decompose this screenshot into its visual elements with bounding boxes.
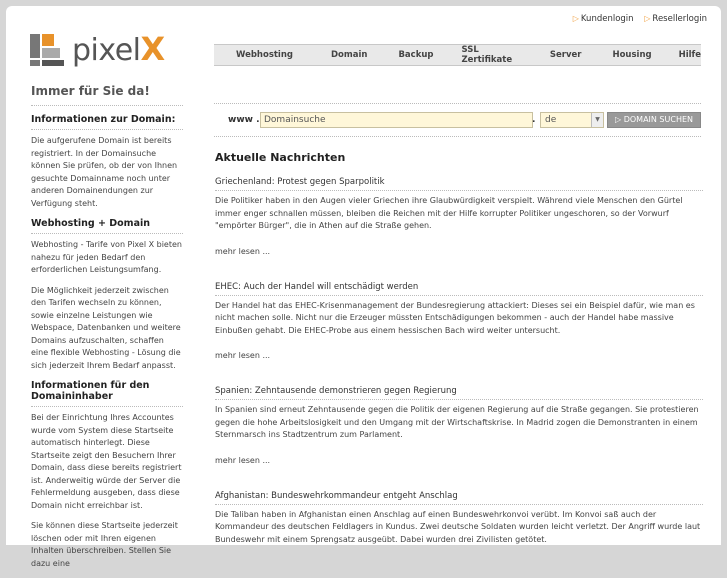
section-text: Bei der Einrichtung Ihres Accountes wurde vom System diese Startseite automatisch hinterlegt. Diese Startseite zeigt den Besuchern Ihrer Domain, dass diese bereits registriert ist. Anderweitig würde der Server die Fehlermeldung ausgeben, dass diese Domain nicht erreichbar ist. (31, 413, 182, 510)
main-navigation (214, 44, 701, 66)
read-more-link[interactable]: mehr lesen ... (215, 351, 271, 360)
sidebar-section-domain-info (31, 114, 183, 210)
tld-separator: . (532, 115, 536, 125)
news-item (215, 177, 703, 256)
section-title: Informationen zur Domain: (31, 114, 183, 130)
news-item-title[interactable]: Spanien: Zehntausende demonstrieren gegen Regierung (215, 386, 703, 400)
section-title: Webhosting + Domain (31, 218, 183, 234)
news-item-text: Der Handel hat das EHEC-Krisenmanagement der Bundesregierung attackiert: Dieses sei ein Beispiel dafür, wie man es nicht machen solle. Nicht nur die Erzeuger müssten Entschädigungen bekommen - auch der Handel habe massive Einbußen gehabt. Die EHEC-Probe aus einem hessischen Bach wird weiter untersucht. (215, 300, 695, 335)
logo[interactable] (30, 30, 180, 66)
news-item-title[interactable]: Griechenland: Protest gegen Sparpolitik (215, 177, 703, 191)
nav-hilfe[interactable]: Hilfe (678, 50, 701, 60)
arrow-right-icon: ▷ (615, 115, 624, 124)
news-item (215, 282, 703, 361)
nav-domain[interactable]: Domain (331, 50, 368, 60)
domain-search-button[interactable]: ▷ DOMAIN SUCHEN (607, 112, 701, 128)
sidebar (31, 84, 183, 578)
news-item-text: Die Taliban haben in Afghanistan einen Anschlag auf einen Bundeswehrkonvoi verübt. Im Konvoi saß auch der Kommandeur des deutschen Feldlagers in Kundus. Zwei deutsche Soldaten wurden leicht verletzt. Der Angriff wurde laut Bundeswehr mit einem Sprengsatz ausgeübt. Dabei wurden drei Zivilisten getötet. (215, 509, 701, 544)
top-links (565, 14, 707, 24)
news-item-text: Die Politiker haben in den Augen vieler Griechen ihre Glaubwürdigkeit verspielt. Während viele Menschen den Gürtel immer enger schnallen müssen, bleiben die Reichen mit der Hilfe korrupter Politiker ungeschoren, so der Vorwurf "empörter Bürger", die in Athen auf die Straße gehen. (215, 196, 683, 230)
news-section (215, 151, 703, 560)
nav-webhosting[interactable]: Webhosting (236, 50, 293, 60)
section-text: Webhosting - Tarife von Pixel X bieten nahezu für jeden Bedarf den erforderlichen Leistungsumfang. (31, 240, 182, 274)
nav-server[interactable]: Server (549, 50, 582, 60)
www-prefix: www . (228, 115, 260, 125)
section-title: Informationen für den Domaininhaber (31, 380, 183, 407)
arrow-right-icon: ▷ (644, 14, 651, 23)
resellerlogin-link[interactable]: ▷ Resellerlogin (644, 14, 707, 24)
chevron-down-icon: ▼ (591, 113, 603, 127)
nav-housing[interactable]: Housing (612, 50, 652, 60)
read-more-link[interactable]: mehr lesen ... (215, 246, 271, 256)
nav-backup[interactable]: Backup (398, 50, 434, 60)
arrow-right-icon: ▷ (572, 14, 579, 23)
news-item (215, 386, 703, 465)
sidebar-section-webhosting (31, 218, 183, 372)
page (6, 6, 721, 568)
tld-select[interactable]: de ▼ (540, 112, 604, 128)
sidebar-section-owner-info (31, 380, 183, 570)
domain-search-input[interactable]: Domainsuche (260, 112, 533, 128)
slogan: Immer für Sie da! (31, 84, 183, 106)
news-item-title[interactable]: Afghanistan: Bundeswehrkommandeur entgeht Anschlag (215, 491, 703, 505)
news-item-text: In Spanien sind erneut Zehntausende gegen die Politik der eigenen Regierung auf die Straße gegangen. Sie protestieren gegen die hohe Arbeitslosigkeit und den Umgang mit der Wirtschaftskrise. In Madrid zogen die Demonstranten in einem Sternmarsch ins Stadtzentrum zum Parlament. (215, 405, 699, 439)
nav-ssl[interactable]: SSL Zertifikate (461, 45, 513, 65)
section-text: Sie können diese Startseite jederzeit löschen oder mit Ihren eigenen Inhalten überschreiben. Stellen Sie dazu eine (31, 521, 178, 568)
section-text: Die Möglichkeit jederzeit zwischen den Tarifen wechseln zu können, sowie einzelne Leistungen wie Webspace, Datenbanken und weitere Domains aufzuschalten, schaffen eine flexible Webhosting - Lösung die sich jederzeit Ihrem Bedarf anpasst. (31, 285, 181, 370)
news-item (215, 491, 703, 547)
section-text: Die aufgerufene Domain ist bereits registriert. In der Domainsuche können Sie prüfen, ob der von Ihnen gesuchte Domainname noch unter anderen Domainendungen zur Verfügung steht. (31, 136, 178, 208)
logo-text: pixelX (72, 30, 165, 68)
read-more-link[interactable]: mehr lesen ... (215, 455, 271, 465)
news-heading: Aktuelle Nachrichten (215, 151, 346, 164)
kundenlogin-link[interactable]: ▷ Kundenlogin (572, 14, 634, 24)
logo-mark-icon (30, 34, 68, 66)
domain-search-bar (214, 103, 701, 137)
news-item-title[interactable]: EHEC: Auch der Handel will entschädigt werden (215, 282, 703, 296)
